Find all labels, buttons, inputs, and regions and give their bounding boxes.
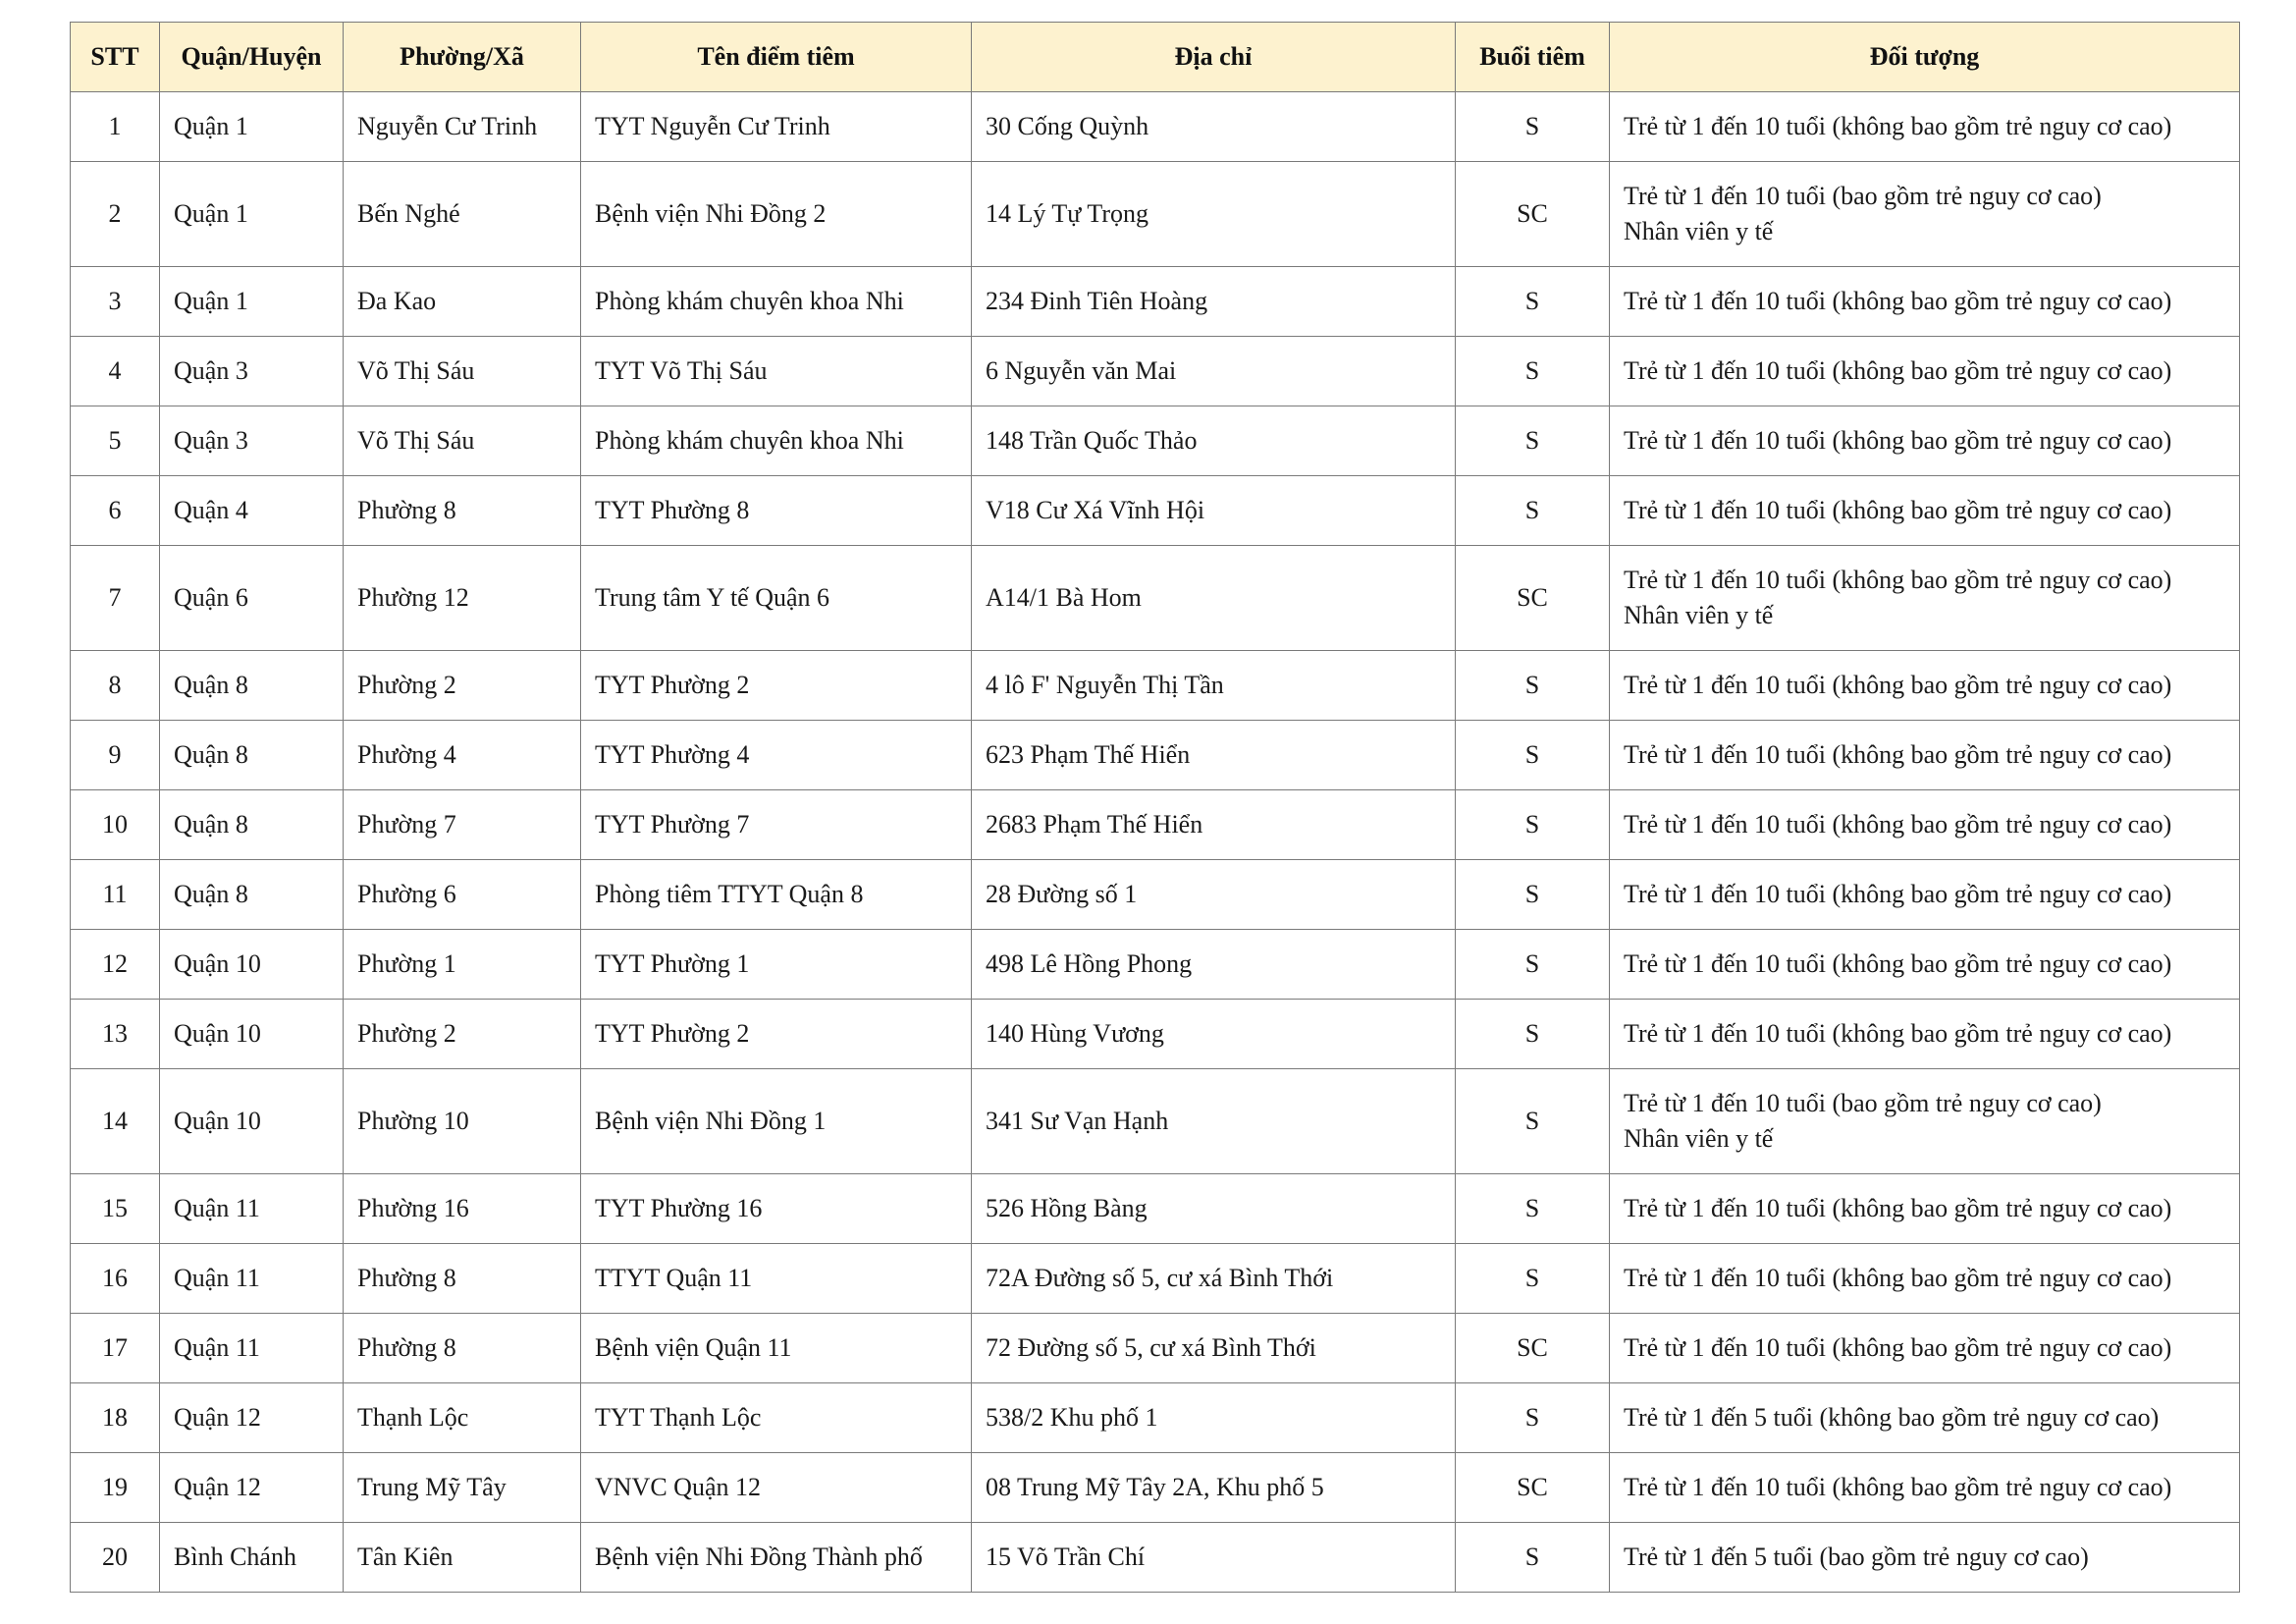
table-row: [71, 406, 2240, 476]
cell-session: SC: [1456, 1314, 1610, 1383]
target-group-line: Trẻ từ 1 đến 10 tuổi (không bao gồm trẻ nguy cơ cao): [1624, 949, 2172, 978]
table-row: [71, 92, 2240, 162]
cell-site-name: Phòng khám chuyên khoa Nhi: [581, 267, 972, 337]
cell-district: Quận 11: [160, 1314, 344, 1383]
cell-site-name: VNVC Quận 12: [581, 1453, 972, 1523]
table-row: [71, 790, 2240, 860]
cell-district: Quận 4: [160, 476, 344, 546]
cell-stt: 11: [71, 860, 160, 930]
cell-ward: Võ Thị Sáu: [344, 406, 581, 476]
cell-district: Quận 10: [160, 930, 344, 1000]
cell-stt: 15: [71, 1174, 160, 1244]
cell-address: 526 Hồng Bàng: [972, 1174, 1456, 1244]
table-row: [71, 1244, 2240, 1314]
table-row: [71, 930, 2240, 1000]
cell-district: Quận 3: [160, 337, 344, 406]
cell-stt: 4: [71, 337, 160, 406]
target-group-line: Trẻ từ 1 đến 10 tuổi (không bao gồm trẻ nguy cơ cao): [1624, 112, 2172, 140]
cell-district: Quận 10: [160, 1000, 344, 1069]
cell-session: SC: [1456, 1453, 1610, 1523]
cell-ward: Phường 10: [344, 1069, 581, 1174]
cell-ward: Phường 12: [344, 546, 581, 651]
cell-address: 72A Đường số 5, cư xá Bình Thới: [972, 1244, 1456, 1314]
target-group-line: Nhân viên y tế: [1624, 601, 1774, 629]
cell-stt: 12: [71, 930, 160, 1000]
target-group-line: Trẻ từ 1 đến 10 tuổi (không bao gồm trẻ nguy cơ cao): [1624, 880, 2172, 908]
cell-session: S: [1456, 1244, 1610, 1314]
cell-site-name: Bệnh viện Quận 11: [581, 1314, 972, 1383]
cell-session: S: [1456, 721, 1610, 790]
cell-ward: Đa Kao: [344, 267, 581, 337]
table-row: [71, 721, 2240, 790]
cell-address: 30 Cống Quỳnh: [972, 92, 1456, 162]
cell-target-group: [1610, 406, 2240, 476]
cell-target-group: [1610, 1174, 2240, 1244]
cell-stt: 9: [71, 721, 160, 790]
cell-site-name: Phòng khám chuyên khoa Nhi: [581, 406, 972, 476]
cell-session: S: [1456, 930, 1610, 1000]
cell-stt: 18: [71, 1383, 160, 1453]
cell-ward: Võ Thị Sáu: [344, 337, 581, 406]
cell-session: SC: [1456, 162, 1610, 267]
cell-target-group: [1610, 1244, 2240, 1314]
table-row: [71, 162, 2240, 267]
cell-session: S: [1456, 1069, 1610, 1174]
cell-address: 538/2 Khu phố 1: [972, 1383, 1456, 1453]
header-stt: STT: [71, 23, 160, 92]
cell-ward: Phường 4: [344, 721, 581, 790]
cell-site-name: Phòng tiêm TTYT Quận 8: [581, 860, 972, 930]
header-address: Địa chỉ: [972, 23, 1456, 92]
table-row: [71, 267, 2240, 337]
cell-site-name: TYT Phường 4: [581, 721, 972, 790]
cell-stt: 19: [71, 1453, 160, 1523]
cell-district: Quận 8: [160, 721, 344, 790]
cell-site-name: TYT Thạnh Lộc: [581, 1383, 972, 1453]
cell-site-name: TYT Phường 2: [581, 651, 972, 721]
cell-session: S: [1456, 860, 1610, 930]
cell-target-group: [1610, 162, 2240, 267]
target-group-line: Trẻ từ 1 đến 10 tuổi (không bao gồm trẻ nguy cơ cao): [1624, 1473, 2172, 1501]
table-row: [71, 546, 2240, 651]
table-body: [71, 92, 2240, 1593]
cell-target-group: [1610, 1069, 2240, 1174]
table-row: [71, 1174, 2240, 1244]
cell-target-group: [1610, 476, 2240, 546]
target-group-line: Trẻ từ 1 đến 10 tuổi (không bao gồm trẻ nguy cơ cao): [1624, 1019, 2172, 1048]
cell-stt: 1: [71, 92, 160, 162]
header-session: Buổi tiêm: [1456, 23, 1610, 92]
cell-address: 08 Trung Mỹ Tây 2A, Khu phố 5: [972, 1453, 1456, 1523]
cell-session: S: [1456, 337, 1610, 406]
cell-session: S: [1456, 1383, 1610, 1453]
cell-district: Quận 8: [160, 860, 344, 930]
cell-stt: 8: [71, 651, 160, 721]
cell-site-name: TYT Võ Thị Sáu: [581, 337, 972, 406]
cell-district: Quận 12: [160, 1383, 344, 1453]
target-group-line: Trẻ từ 1 đến 10 tuổi (không bao gồm trẻ nguy cơ cao): [1624, 1333, 2172, 1362]
header-district: Quận/Huyện: [160, 23, 344, 92]
cell-ward: Thạnh Lộc: [344, 1383, 581, 1453]
cell-ward: Nguyễn Cư Trinh: [344, 92, 581, 162]
cell-address: 623 Phạm Thế Hiển: [972, 721, 1456, 790]
cell-address: 4 lô F' Nguyễn Thị Tần: [972, 651, 1456, 721]
cell-session: S: [1456, 651, 1610, 721]
target-group-line: Nhân viên y tế: [1624, 217, 1774, 245]
cell-site-name: Trung tâm Y tế Quận 6: [581, 546, 972, 651]
cell-ward: Phường 8: [344, 1244, 581, 1314]
target-group-line: Trẻ từ 1 đến 10 tuổi (bao gồm trẻ nguy cơ cao): [1624, 1089, 2102, 1117]
target-group-line: Trẻ từ 1 đến 10 tuổi (không bao gồm trẻ nguy cơ cao): [1624, 287, 2172, 315]
cell-target-group: [1610, 930, 2240, 1000]
target-group-line: Trẻ từ 1 đến 10 tuổi (không bao gồm trẻ nguy cơ cao): [1624, 671, 2172, 699]
cell-stt: 14: [71, 1069, 160, 1174]
cell-target-group: [1610, 1453, 2240, 1523]
header-target-group: Đối tượng: [1610, 23, 2240, 92]
target-group-line: Nhân viên y tế: [1624, 1124, 1774, 1153]
cell-district: Quận 6: [160, 546, 344, 651]
cell-session: S: [1456, 1523, 1610, 1593]
cell-ward: Trung Mỹ Tây: [344, 1453, 581, 1523]
target-group-line: Trẻ từ 1 đến 10 tuổi (không bao gồm trẻ nguy cơ cao): [1624, 810, 2172, 839]
cell-district: Quận 12: [160, 1453, 344, 1523]
cell-target-group: [1610, 721, 2240, 790]
target-group-line: Trẻ từ 1 đến 5 tuổi (bao gồm trẻ nguy cơ cao): [1624, 1543, 2089, 1571]
cell-site-name: Bệnh viện Nhi Đồng 1: [581, 1069, 972, 1174]
table-header: [71, 23, 2240, 92]
cell-ward: Tân Kiên: [344, 1523, 581, 1593]
cell-session: S: [1456, 406, 1610, 476]
table-row: [71, 1383, 2240, 1453]
cell-ward: Phường 2: [344, 651, 581, 721]
cell-site-name: TTYT Quận 11: [581, 1244, 972, 1314]
cell-target-group: [1610, 1523, 2240, 1593]
cell-stt: 3: [71, 267, 160, 337]
table-row: [71, 860, 2240, 930]
cell-district: Quận 8: [160, 651, 344, 721]
cell-session: SC: [1456, 546, 1610, 651]
cell-site-name: TYT Phường 8: [581, 476, 972, 546]
cell-target-group: [1610, 337, 2240, 406]
cell-site-name: TYT Phường 7: [581, 790, 972, 860]
cell-stt: 13: [71, 1000, 160, 1069]
cell-address: 341 Sư Vạn Hạnh: [972, 1069, 1456, 1174]
cell-session: S: [1456, 1000, 1610, 1069]
cell-address: 234 Đinh Tiên Hoàng: [972, 267, 1456, 337]
cell-site-name: TYT Phường 1: [581, 930, 972, 1000]
cell-target-group: [1610, 92, 2240, 162]
cell-ward: Phường 8: [344, 1314, 581, 1383]
cell-district: Quận 1: [160, 92, 344, 162]
target-group-line: Trẻ từ 1 đến 5 tuổi (không bao gồm trẻ nguy cơ cao): [1624, 1403, 2160, 1432]
cell-address: 140 Hùng Vương: [972, 1000, 1456, 1069]
table-row: [71, 1000, 2240, 1069]
vaccination-sites-table: [70, 22, 2240, 1593]
cell-target-group: [1610, 1314, 2240, 1383]
target-group-line: Trẻ từ 1 đến 10 tuổi (bao gồm trẻ nguy cơ cao): [1624, 182, 2102, 210]
cell-address: 28 Đường số 1: [972, 860, 1456, 930]
header-ward: Phường/Xã: [344, 23, 581, 92]
cell-district: Quận 11: [160, 1244, 344, 1314]
cell-stt: 5: [71, 406, 160, 476]
cell-ward: Phường 16: [344, 1174, 581, 1244]
target-group-line: Trẻ từ 1 đến 10 tuổi (không bao gồm trẻ nguy cơ cao): [1624, 1194, 2172, 1222]
table-row: [71, 1523, 2240, 1593]
cell-site-name: TYT Phường 2: [581, 1000, 972, 1069]
table-row: [71, 337, 2240, 406]
cell-session: S: [1456, 267, 1610, 337]
cell-address: A14/1 Bà Hom: [972, 546, 1456, 651]
target-group-line: Trẻ từ 1 đến 10 tuổi (không bao gồm trẻ nguy cơ cao): [1624, 496, 2172, 524]
cell-stt: 2: [71, 162, 160, 267]
cell-session: S: [1456, 92, 1610, 162]
cell-address: 2683 Phạm Thế Hiển: [972, 790, 1456, 860]
cell-ward: Phường 8: [344, 476, 581, 546]
table-row: [71, 1453, 2240, 1523]
table-row: [71, 476, 2240, 546]
cell-district: Quận 1: [160, 267, 344, 337]
cell-site-name: Bệnh viện Nhi Đồng 2: [581, 162, 972, 267]
table-row: [71, 1069, 2240, 1174]
target-group-line: Trẻ từ 1 đến 10 tuổi (không bao gồm trẻ nguy cơ cao): [1624, 356, 2172, 385]
cell-stt: 6: [71, 476, 160, 546]
cell-address: 6 Nguyễn văn Mai: [972, 337, 1456, 406]
cell-target-group: [1610, 546, 2240, 651]
cell-site-name: TYT Nguyễn Cư Trinh: [581, 92, 972, 162]
cell-ward: Phường 7: [344, 790, 581, 860]
cell-address: 72 Đường số 5, cư xá Bình Thới: [972, 1314, 1456, 1383]
cell-district: Bình Chánh: [160, 1523, 344, 1593]
target-group-line: Trẻ từ 1 đến 10 tuổi (không bao gồm trẻ nguy cơ cao): [1624, 1264, 2172, 1292]
cell-site-name: TYT Phường 16: [581, 1174, 972, 1244]
cell-target-group: [1610, 1000, 2240, 1069]
cell-ward: Phường 2: [344, 1000, 581, 1069]
table-row: [71, 1314, 2240, 1383]
cell-session: S: [1456, 1174, 1610, 1244]
target-group-line: Trẻ từ 1 đến 10 tuổi (không bao gồm trẻ nguy cơ cao): [1624, 426, 2172, 455]
cell-district: Quận 10: [160, 1069, 344, 1174]
table-row: [71, 651, 2240, 721]
vaccination-sites-sheet: [70, 22, 2240, 1593]
cell-session: S: [1456, 790, 1610, 860]
cell-target-group: [1610, 790, 2240, 860]
cell-ward: Phường 6: [344, 860, 581, 930]
header-site-name: Tên điểm tiêm: [581, 23, 972, 92]
target-group-line: Trẻ từ 1 đến 10 tuổi (không bao gồm trẻ nguy cơ cao): [1624, 740, 2172, 769]
cell-address: 148 Trần Quốc Thảo: [972, 406, 1456, 476]
cell-stt: 7: [71, 546, 160, 651]
cell-address: 15 Võ Trần Chí: [972, 1523, 1456, 1593]
header-row: [71, 23, 2240, 92]
cell-target-group: [1610, 860, 2240, 930]
cell-session: S: [1456, 476, 1610, 546]
cell-stt: 10: [71, 790, 160, 860]
cell-ward: Bến Nghé: [344, 162, 581, 267]
target-group-line: Trẻ từ 1 đến 10 tuổi (không bao gồm trẻ nguy cơ cao): [1624, 566, 2172, 594]
cell-stt: 20: [71, 1523, 160, 1593]
cell-district: Quận 11: [160, 1174, 344, 1244]
cell-site-name: Bệnh viện Nhi Đồng Thành phố: [581, 1523, 972, 1593]
cell-target-group: [1610, 267, 2240, 337]
cell-stt: 16: [71, 1244, 160, 1314]
cell-district: Quận 3: [160, 406, 344, 476]
cell-address: 498 Lê Hồng Phong: [972, 930, 1456, 1000]
cell-address: 14 Lý Tự Trọng: [972, 162, 1456, 267]
cell-target-group: [1610, 1383, 2240, 1453]
cell-district: Quận 8: [160, 790, 344, 860]
cell-stt: 17: [71, 1314, 160, 1383]
cell-address: V18 Cư Xá Vĩnh Hội: [972, 476, 1456, 546]
cell-district: Quận 1: [160, 162, 344, 267]
cell-target-group: [1610, 651, 2240, 721]
cell-ward: Phường 1: [344, 930, 581, 1000]
